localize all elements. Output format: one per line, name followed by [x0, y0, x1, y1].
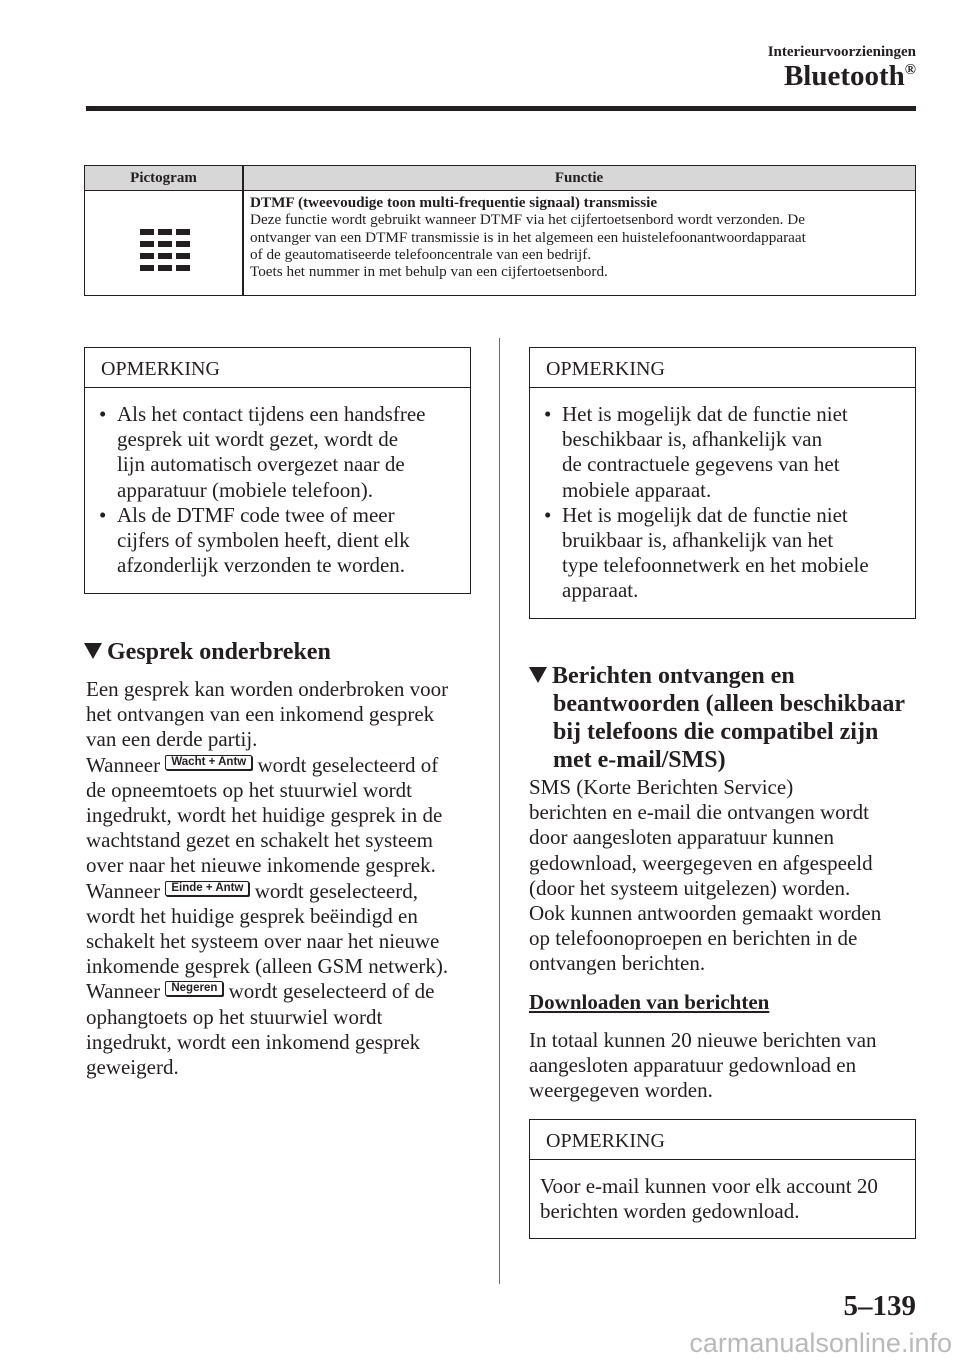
text-fragment: Wanneer	[86, 979, 161, 1004]
function-title: DTMF (tweevoudige toon multi-frequentie signaal) transmissie	[250, 194, 658, 211]
function-line: Deze functie wordt gebruikt wanneer DTMF via het cijfertoetsenbord wordt verzonden. De	[250, 211, 805, 229]
note-line: Het is mogelijk dat de functie niet	[562, 502, 848, 527]
text-line: aangesloten apparatuur gedownload en	[529, 1053, 857, 1078]
note-bullet	[538, 503, 907, 604]
note-line: berichten worden gedownload.	[540, 1199, 800, 1224]
bullet-dot: •	[544, 402, 552, 426]
note-line: lijn automatisch overgezet naar de	[117, 452, 405, 477]
note-box-email	[529, 1119, 916, 1239]
watermark: carmanualsonline.info	[689, 1328, 952, 1358]
text-line	[86, 879, 486, 904]
section-heading-line: beantwoorden (alleen beschikbaar	[553, 691, 906, 717]
note-line: beschikbaar is, afhankelijk van	[562, 427, 823, 452]
note-line: Als de DTMF code twee of meer	[117, 502, 395, 527]
bullet-dot: •	[99, 502, 107, 527]
note-line: gesprek uit wordt gezet, wordt de	[117, 427, 399, 452]
right-body-text-2	[529, 1028, 929, 1104]
note-bullet	[93, 503, 462, 579]
text-line: SMS (Korte Berichten Service)	[529, 775, 794, 799]
left-body-text	[86, 677, 486, 1080]
function-line: ontvanger van een DTMF transmissie is in het algemeen een huistelefoonantwoordapparaat	[250, 228, 806, 246]
section-heading-line: bij telefoons die compatibel zijn	[553, 719, 879, 745]
table-column-divider	[242, 166, 244, 295]
note-line: type telefoonnetwerk en het mobiele	[562, 553, 869, 578]
text-line: (door het systeem uitgelezen) worden.	[529, 875, 851, 900]
note-bullet	[538, 402, 907, 503]
text-line: geweigerd.	[86, 1055, 179, 1080]
note-line: afzonderlijk verzonden te worden.	[117, 553, 406, 578]
text-line: wordt het huidige gesprek beëindigd en	[86, 903, 418, 928]
einde-antw-button: Einde + Antw	[165, 881, 249, 896]
text-line: ingedrukt, wordt het huidige gesprek in de	[86, 803, 443, 828]
dtmf-keypad-icon	[140, 225, 190, 276]
right-body-text	[529, 775, 929, 977]
text-fragment: wordt geselecteerd,	[254, 878, 418, 903]
note-body	[530, 388, 915, 604]
page-title	[784, 60, 916, 93]
text-fragment: Wanneer	[86, 752, 161, 777]
text-fragment: wordt geselecteerd of de	[228, 979, 435, 1004]
section-heading-text: Gesprek onderbreken	[107, 639, 331, 665]
text-fragment: Wanneer	[86, 878, 161, 903]
note-line: apparaat.	[562, 578, 639, 603]
text-line: het ontvangen van een inkomend gesprek	[86, 702, 435, 727]
wacht-antw-button: Wacht + Antw	[165, 755, 252, 770]
note-line: Voor e-mail kunnen voor elk account 20	[540, 1174, 878, 1198]
text-line: inkomende gesprek (alleen GSM netwerk).	[86, 954, 449, 979]
note-heading: OPMERKING	[85, 348, 470, 388]
function-line: of de geautomatiseerde telefooncentrale van een bedrijf.	[250, 245, 592, 263]
subheading-download: Downloaden van berichten	[529, 990, 770, 1014]
note-line: cijfers of symbolen heeft, dient elk	[117, 528, 410, 553]
text-line: ingedrukt, wordt een inkomend gesprek	[86, 1029, 421, 1054]
note-body	[85, 388, 470, 578]
text-line: over naar het nieuwe inkomende gesprek.	[86, 853, 436, 878]
table-header-row	[85, 166, 915, 191]
registered-mark: ®	[904, 62, 916, 78]
bullet-dot: •	[99, 402, 107, 426]
note-line: mobiele apparaat.	[562, 477, 712, 502]
text-line: van een derde partij.	[86, 727, 258, 752]
function-line: Toets het nummer in met behulp van een cijfertoetsenbord.	[250, 263, 608, 281]
text-line: ontvangen berichten.	[529, 951, 706, 976]
section-label: Interieurvoorzieningen	[767, 44, 916, 60]
text-line: wachtstand gezet en schakelt het systeem	[86, 828, 433, 853]
note-heading: OPMERKING	[530, 348, 915, 388]
text-line: de opneemtoets op het stuurwiel wordt	[86, 777, 413, 802]
text-line: op telefoonoproepen en berichten in de	[529, 926, 858, 951]
section-heading-messages	[529, 662, 905, 774]
text-line	[86, 753, 486, 778]
note-box-handsfree	[84, 347, 471, 594]
note-line: Als het contact tijdens een handsfree	[117, 402, 426, 426]
table-header-pictogram: Pictogram	[130, 170, 197, 186]
note-bullet	[93, 402, 462, 503]
note-line: Het is mogelijk dat de functie niet	[562, 402, 848, 426]
bullet-dot: •	[544, 502, 552, 527]
text-line: weergegeven worden.	[529, 1078, 713, 1103]
text-line: In totaal kunnen 20 nieuwe berichten van	[529, 1028, 877, 1052]
function-table	[84, 165, 916, 296]
text-line: Een gesprek kan worden onderbroken voor	[86, 677, 449, 701]
page-number: 5–139	[843, 1290, 916, 1322]
text-line: door aangesloten apparatuur kunnen	[529, 825, 834, 850]
note-line: apparatuur (mobiele telefoon).	[117, 477, 373, 502]
text-line: berichten en e-mail die ontvangen wordt	[529, 800, 869, 825]
table-header-function: Functie	[554, 170, 604, 186]
text-line: schakelt het systeem over naar het nieuwe	[86, 929, 440, 954]
text-line: gedownload, weergegeven en afgespeeld	[529, 850, 873, 875]
section-heading-line: met e-mail/SMS)	[553, 747, 726, 773]
note-body	[530, 1160, 915, 1224]
section-heading-line	[529, 662, 905, 690]
triangle-marker-icon	[84, 643, 102, 659]
page-title-text: Bluetooth	[783, 60, 905, 92]
note-line: de contractuele gegevens van het	[562, 452, 840, 477]
note-box-availability	[529, 347, 916, 619]
function-description	[250, 194, 910, 280]
section-heading-call-waiting	[84, 638, 331, 666]
note-heading: OPMERKING	[530, 1120, 915, 1160]
text-line: Ook kunnen antwoorden gemaakt worden	[529, 901, 882, 926]
column-divider	[499, 338, 500, 1284]
text-fragment: wordt geselecteerd of	[257, 752, 439, 777]
header-rule	[86, 106, 916, 111]
text-line	[86, 979, 486, 1004]
section-heading-text: Berichten ontvangen en	[552, 663, 795, 689]
note-line: bruikbaar is, afhankelijk van het	[562, 528, 834, 553]
negeren-button: Negeren	[165, 981, 223, 996]
triangle-marker-icon	[529, 667, 547, 683]
text-line: ophangtoets op het stuurwiel wordt	[86, 1004, 383, 1029]
